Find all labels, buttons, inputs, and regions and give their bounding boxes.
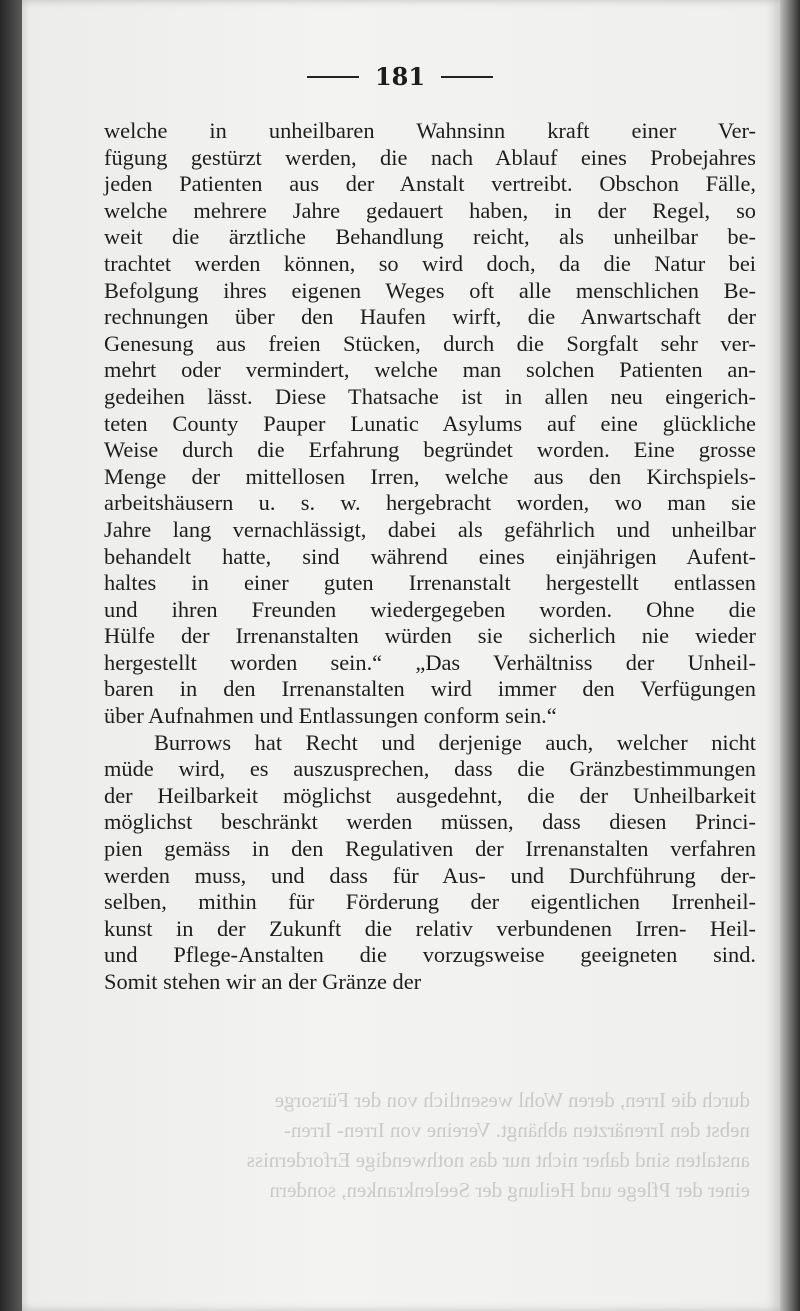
text-line: haltes in einer guten Irrenanstalt hergestellt entlassen [104,570,756,596]
header-rule-left [307,76,359,78]
text-line: werden muss, und dass für Aus- und Durchführung der- [104,862,756,888]
bleed-through-line: anstalten sind daher nicht nur das nothwendige Erforderniss [246,1148,750,1172]
text-line: Somit stehen wir an der Gränze der [104,969,422,994]
text-line: und Pflege-Anstalten die vorzugsweise geeigneten sind. [104,942,756,968]
body-text [104,118,756,996]
text-line: welche in unheilbaren Wahnsinn kraft einer Ver- [104,118,756,143]
page-number: 181 [374,62,426,91]
text-line: gedeihen lässt. Diese Thatsache ist in allen neu eingerich- [104,383,756,409]
text-line: behandelt hatte, sind während eines einjährigen Aufent- [104,543,756,569]
page-edge-shadow [780,0,800,1311]
bleed-through-line: nebst den Irrenärzten abhängt. Vereine von Irren- Irren- [283,1118,750,1142]
text-line: der Heilbarkeit möglichst ausgedehnt, die der Unheilbarkeit [104,782,756,808]
text-line: welche mehrere Jahre gedauert haben, in der Regel, so [104,197,756,223]
text-line: jeden Patienten aus der Anstalt vertreibt. Obschon Fälle, [104,171,756,197]
text-line: möglichst beschränkt werden müssen, dass diesen Princi- [104,809,756,835]
text-line: weit die ärztliche Behandlung reicht, als unheilbar be- [104,224,756,250]
text-line: und ihren Freunden wiedergegeben worden. Ohne die [104,596,756,622]
page-gutter-shadow [0,0,22,1311]
header-rule-right [441,76,493,78]
text-line: Hülfe der Irrenanstalten würden sie sicherlich nie wieder [104,623,756,649]
text-line: kunst in der Zukunft die relativ verbundenen Irren- Heil- [104,915,756,941]
text-line: fügung gestürzt werden, die nach Ablauf eines Probejahres [104,144,756,170]
text-line: über Aufnahmen und Entlassungen conform sein.“ [104,703,557,729]
text-line: teten County Pauper Lunatic Asylums auf eine glückliche [104,410,756,436]
text-line: Burrows hat Recht und derjenige auch, welcher nicht [154,729,756,755]
text-line: Menge der mittellosen Irren, welche aus den Kirchspiels- [104,463,756,489]
text-line: pien gemäss in den Regulativen der Irrenanstalten verfahren [104,836,756,862]
text-line: Befolgung ihres eigenen Weges oft alle menschlichen Be- [104,277,756,303]
bleed-through-line: durch die Irren, deren Wohl wesentlich von der Fürsorge [274,1088,750,1112]
text-line: trachtet werden können, so wird doch, da die Natur bei [104,250,756,276]
page-header [0,62,800,91]
text-line: arbeitshäusern u. s. w. hergebracht worden, wo man sie [104,490,756,516]
text-line: Genesung aus freien Stücken, durch die Sorgfalt sehr ver- [104,330,756,356]
text-line: Weise durch die Erfahrung begründet worden. Eine grosse [104,437,756,463]
text-line: mehrt oder vermindert, welche man solchen Patienten an- [104,357,756,383]
text-line: rechnungen über den Haufen wirft, die Anwartschaft der [104,304,756,330]
bleed-through-line: einer der Pflege und Heilung der Seelenkranken, sondern [269,1178,750,1202]
text-line: hergestellt worden sein.“ „Das Verhältniss der Unheil- [104,649,756,675]
text-line: Jahre lang vernachlässigt, dabei als gefährlich und unheilbar [104,516,756,542]
text-line: baren in den Irrenanstalten wird immer den Verfügungen [104,676,756,702]
text-line: selben, mithin für Förderung der eigentlichen Irrenheil- [104,889,756,915]
text-line: müde wird, es auszusprechen, dass die Gränzbestimmungen [104,756,756,782]
